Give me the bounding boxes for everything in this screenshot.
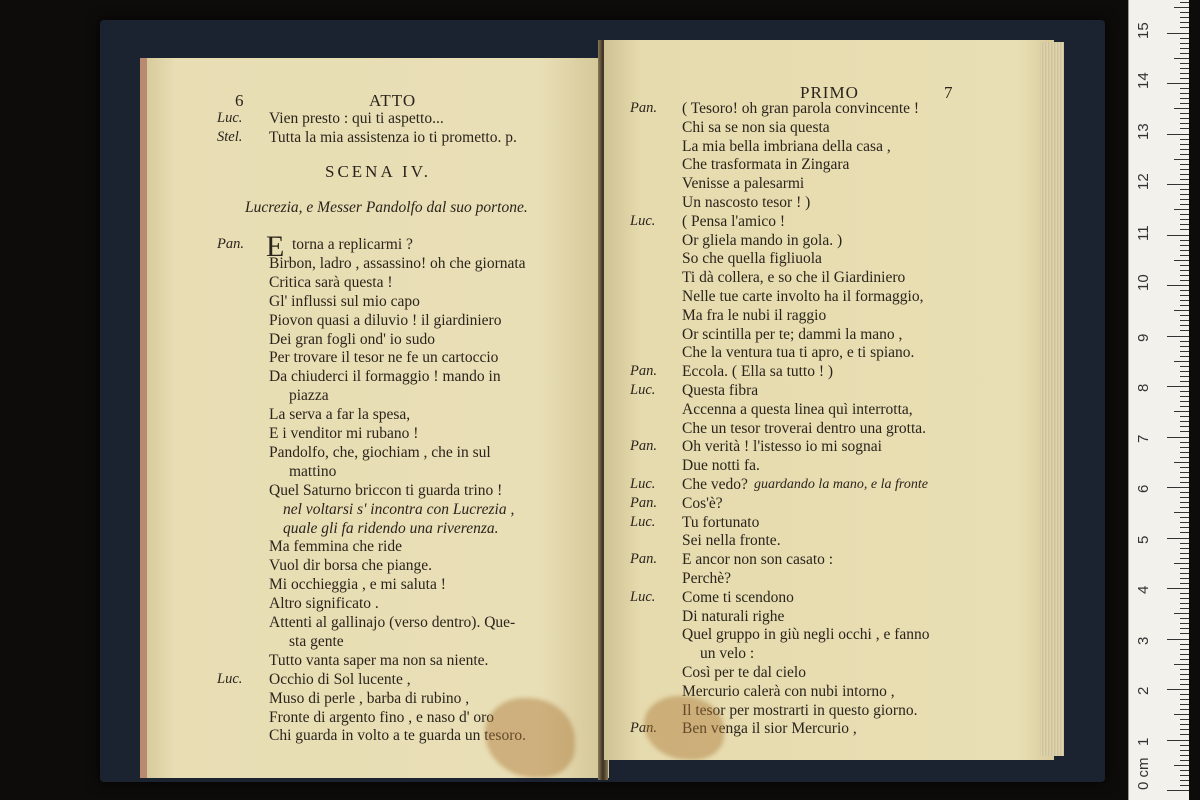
ruler-tick <box>1180 123 1189 124</box>
ruler-tick <box>1167 437 1189 438</box>
water-stain <box>644 696 724 760</box>
ruler-tick <box>1167 386 1189 387</box>
verse-line: Birbon, ladro , assassino! oh che giornata <box>269 254 526 272</box>
speaker-label: Luc. <box>630 476 656 492</box>
ruler-tick <box>1180 63 1189 64</box>
ruler-tick <box>1180 548 1189 549</box>
verse-line: Perchè? <box>682 570 732 587</box>
ruler-tick <box>1180 371 1189 372</box>
verse-line: Eccola. ( Ella sa tutto ! ) <box>682 363 834 381</box>
ruler-tick <box>1180 300 1189 301</box>
ruler-tick <box>1180 199 1189 200</box>
ruler-tick <box>1174 7 1189 8</box>
verse-line: Altro significato . <box>269 595 379 613</box>
ruler-tick <box>1167 285 1189 286</box>
ruler-tick <box>1167 235 1189 236</box>
verse-line: Che un tesor troverai dentro una grotta. <box>682 419 927 437</box>
ruler-tick <box>1180 644 1189 645</box>
ruler-tick <box>1180 709 1189 710</box>
verse-line: Quel gruppo in giù negli occhi , e fanno <box>682 626 930 644</box>
ruler-number: 13 <box>1135 122 1152 140</box>
verse-line: Come ti scendono <box>682 588 794 606</box>
verse-line: Quel Saturno briccon ti guarda trino ! <box>269 481 503 499</box>
ruler-tick <box>1174 310 1189 311</box>
ruler-tick <box>1180 255 1189 256</box>
ruler-number: 11 <box>1135 224 1152 241</box>
ruler-tick <box>1180 704 1189 705</box>
ruler-tick <box>1180 265 1189 266</box>
ruler-tick <box>1180 729 1189 730</box>
ruler-tick <box>1180 472 1189 473</box>
ruler-tick <box>1180 497 1189 498</box>
ruler-tick <box>1167 588 1189 589</box>
ruler-tick <box>1167 134 1189 135</box>
ruler-tick <box>1180 467 1189 468</box>
ruler-tick <box>1180 421 1189 422</box>
water-stain <box>485 698 575 778</box>
verse-line: Così per te dal cielo <box>682 664 806 681</box>
ruler-tick <box>1180 93 1189 94</box>
stage-direction: Lucrezia, e Messer Pandolfo dal suo portone. <box>245 199 528 216</box>
verse-line: Muso di perle , barba di rubino , <box>269 689 470 707</box>
ruler-tick <box>1180 88 1189 89</box>
ruler-tick <box>1180 527 1189 528</box>
ruler-tick <box>1174 58 1189 59</box>
ruler-tick <box>1180 452 1189 453</box>
ruler-tick <box>1180 426 1189 427</box>
ruler-tick <box>1180 27 1189 28</box>
speaker-label: Pan. <box>217 236 244 252</box>
stage-direction-inline: guardando la mano, e la fronte <box>754 477 928 492</box>
ruler-tick <box>1180 669 1189 670</box>
verse-line: Che trasformata in Zingara <box>682 156 850 174</box>
ruler-tick <box>1167 790 1189 791</box>
ruler-tick <box>1180 442 1189 443</box>
verse-line: Nelle tue carte involto ha il formaggio, <box>682 288 924 305</box>
ruler-tick <box>1180 53 1189 54</box>
ruler-tick <box>1180 270 1189 271</box>
measuring-ruler <box>1128 0 1189 800</box>
ruler-tick <box>1180 649 1189 650</box>
speaker-label: Luc. <box>630 382 656 398</box>
ruler-tick <box>1180 320 1189 321</box>
ruler-tick <box>1180 492 1189 493</box>
ruler-tick <box>1180 366 1189 367</box>
ruler-tick <box>1180 38 1189 39</box>
verse-line: Per trovare il tesor ne fe un cartoccio <box>269 349 499 367</box>
speaker-label: Luc. <box>630 588 656 605</box>
ruler-tick <box>1174 765 1189 766</box>
ruler-tick <box>1180 330 1189 331</box>
ruler-tick <box>1180 245 1189 246</box>
ruler-tick <box>1180 608 1189 609</box>
ruler-tick <box>1180 457 1189 458</box>
ruler-tick <box>1180 154 1189 155</box>
ruler-tick <box>1180 502 1189 503</box>
ruler-tick <box>1180 189 1189 190</box>
verse-line: Ti dà collera, e so che il Giardiniero <box>682 269 906 287</box>
verse-line: Chi sa se non sia questa <box>682 118 830 136</box>
ruler-tick <box>1180 699 1189 700</box>
verse-line: Che vedo? <box>682 476 748 493</box>
ruler-number: 7 <box>1135 434 1152 443</box>
ruler-tick <box>1180 447 1189 448</box>
ruler-tick <box>1180 628 1189 629</box>
speaker-label: Luc. <box>217 670 243 687</box>
ruler-tick <box>1180 477 1189 478</box>
verse-line: Accenna a questa linea quì interrotta, <box>682 400 913 418</box>
ruler-tick <box>1167 740 1189 741</box>
speaker-label: Pan. <box>630 720 657 737</box>
ruler-tick <box>1180 381 1189 382</box>
ruler-tick <box>1180 341 1189 342</box>
ruler-tick <box>1180 522 1189 523</box>
ruler-tick <box>1174 108 1189 109</box>
verse-line: un velo : <box>700 645 755 663</box>
ruler-tick <box>1180 694 1189 695</box>
ruler-tick <box>1180 214 1189 215</box>
ruler-tick <box>1180 73 1189 74</box>
ruler-tick <box>1180 224 1189 225</box>
ruler-tick <box>1180 755 1189 756</box>
ruler-tick <box>1167 83 1189 84</box>
left-page <box>140 58 609 778</box>
ruler-tick <box>1180 229 1189 230</box>
verse-line: So che quella figliuola <box>682 250 822 268</box>
ruler-tick <box>1180 194 1189 195</box>
ruler-number: 12 <box>1135 173 1152 190</box>
ruler-tick <box>1180 356 1189 357</box>
ruler-tick <box>1180 654 1189 655</box>
ruler-tick <box>1180 770 1189 771</box>
ruler-tick <box>1180 169 1189 170</box>
ruler-tick <box>1180 507 1189 508</box>
ruler-number: 6 <box>1135 484 1152 493</box>
verse-line: Dei gran fogli ond' io sudo <box>269 330 435 348</box>
verse-line: Oh verità ! l'istesso io mi sognai <box>682 438 882 456</box>
verse-line: Ma femmina che ride <box>269 538 402 556</box>
speaker-label: Pan. <box>630 494 657 511</box>
verse-line: Tutto vanta saper ma non sa niente. <box>269 651 489 669</box>
ruler-tick <box>1180 17 1189 18</box>
ruler-tick <box>1167 689 1189 690</box>
ruler-tick <box>1180 164 1189 165</box>
ruler-tick <box>1180 750 1189 751</box>
ruler-tick <box>1180 406 1189 407</box>
ruler-tick <box>1174 664 1189 665</box>
ruler-number: 2 <box>1135 686 1152 695</box>
ruler-tick <box>1180 290 1189 291</box>
ruler-tick <box>1180 78 1189 79</box>
ruler-tick <box>1180 325 1189 326</box>
ruler-tick <box>1180 679 1189 680</box>
ruler-tick <box>1180 68 1189 69</box>
verse-line: Da chiuderci il formaggio ! mando in <box>269 368 501 386</box>
verse-line: piazza <box>289 387 329 405</box>
ruler-number: 3 <box>1135 636 1152 645</box>
ruler-tick <box>1174 512 1189 513</box>
ruler-tick <box>1180 351 1189 352</box>
ruler-tick <box>1174 563 1189 564</box>
speaker-label: Pan. <box>630 100 657 116</box>
speaker-label: Luc. <box>630 513 656 530</box>
speaker-label: Pan. <box>630 438 657 455</box>
verse-line: La mia bella imbriana della casa , <box>682 137 891 155</box>
ruler-tick <box>1180 401 1189 402</box>
ruler-tick <box>1180 48 1189 49</box>
verse-line: ( Pensa l'amico ! <box>682 212 786 230</box>
verse-line: quale gli fa ridendo una riverenza. <box>283 519 499 537</box>
ruler-tick <box>1180 734 1189 735</box>
verse-line: mattino <box>289 462 337 480</box>
verse-line: ( Tesoro! oh gran parola convincente ! <box>682 100 920 117</box>
ruler-tick <box>1167 639 1189 640</box>
verse-line: La serva a far la spesa, <box>269 406 411 424</box>
verse-line: Ma fra le nubi il raggio <box>682 306 827 324</box>
ruler-tick <box>1180 573 1189 574</box>
ruler-tick <box>1180 684 1189 685</box>
verse-line: Tutta la mia assistenza io ti prometto. p. <box>269 129 517 146</box>
ruler-unit-label: 0 cm <box>1135 757 1152 790</box>
ruler-tick <box>1180 416 1189 417</box>
ruler-number: 14 <box>1135 72 1152 89</box>
ruler-tick <box>1174 361 1189 362</box>
ruler-tick <box>1180 250 1189 251</box>
ruler-tick <box>1180 315 1189 316</box>
ruler-tick <box>1174 209 1189 210</box>
speaker-label: Luc. <box>630 212 656 229</box>
ruler-tick <box>1180 280 1189 281</box>
ruler-tick <box>1180 745 1189 746</box>
verse-line: Fronte di argento fino , e naso d' oro <box>269 708 495 726</box>
verse-line: nel voltarsi s' incontra con Lucrezia , <box>283 500 515 518</box>
ruler-tick <box>1180 12 1189 13</box>
ruler-tick <box>1180 578 1189 579</box>
ruler-tick <box>1180 623 1189 624</box>
ruler-tick <box>1180 482 1189 483</box>
ruler-tick <box>1180 618 1189 619</box>
ruler-tick <box>1180 144 1189 145</box>
speaker-label: Pan. <box>630 551 657 568</box>
ruler-tick <box>1167 184 1189 185</box>
verse-line: Or gliela mando in gola. ) <box>682 231 843 249</box>
ruler-tick <box>1180 558 1189 559</box>
ruler-tick <box>1180 674 1189 675</box>
verse-line: torna a replicarmi ? <box>292 236 413 253</box>
ruler-tick <box>1180 149 1189 150</box>
running-head-right: PRIMO <box>800 83 859 102</box>
ruler-tick <box>1180 22 1189 23</box>
ruler-tick <box>1180 719 1189 720</box>
ruler-number: 4 <box>1135 585 1152 594</box>
ruler-tick <box>1180 785 1189 786</box>
ruler-tick <box>1180 633 1189 634</box>
ruler-tick <box>1180 603 1189 604</box>
verse-line: Tu fortunato <box>682 513 760 531</box>
verse-line: Cos'è? <box>682 494 723 512</box>
ruler-tick <box>1180 780 1189 781</box>
ruler-tick <box>1180 543 1189 544</box>
ruler-tick <box>1180 391 1189 392</box>
verse-line: Piovon quasi a diluvio ! il giardiniero <box>269 311 502 329</box>
verse-line: Mi occhieggia , e mi saluta ! <box>269 576 446 594</box>
ruler-number: 9 <box>1135 333 1152 342</box>
running-head-left: ATTO <box>369 91 417 110</box>
ruler-tick <box>1174 411 1189 412</box>
ruler-tick <box>1180 532 1189 533</box>
verse-line: Di naturali righe <box>682 607 785 625</box>
speaker-label: Stel. <box>217 129 243 145</box>
ruler-tick <box>1180 295 1189 296</box>
ruler-tick <box>1180 583 1189 584</box>
ruler-tick <box>1180 760 1189 761</box>
ruler-tick <box>1180 240 1189 241</box>
ruler-number: 10 <box>1135 274 1152 291</box>
ruler-tick <box>1180 128 1189 129</box>
verse-line: Or scintilla per te; dammi la mano , <box>682 325 903 343</box>
ruler-tick <box>1180 204 1189 205</box>
ruler-tick <box>1180 376 1189 377</box>
ruler-number: 8 <box>1135 383 1152 392</box>
verse-line: Il tesor per mostrarti in questo giorno. <box>682 701 918 719</box>
verse-line: Mercurio calerà con nubi intorno , <box>682 682 895 700</box>
ruler-tick <box>1180 346 1189 347</box>
page-edges <box>1040 42 1064 756</box>
verse-line: Ben venga il sior Mercurio , <box>682 720 857 738</box>
ruler-tick <box>1174 159 1189 160</box>
verse-line: E ancor non son casato : <box>682 551 834 569</box>
ruler-tick <box>1180 179 1189 180</box>
verse-line: Attenti al gallinajo (verso dentro). Que- <box>269 614 516 631</box>
ruler-tick <box>1180 598 1189 599</box>
ruler-tick <box>1180 553 1189 554</box>
ruler-tick <box>1180 593 1189 594</box>
verse-line: Sei nella fronte. <box>682 532 781 550</box>
verse-line: Chi guarda in volto a te guarda un tesoro. <box>269 727 526 745</box>
ruler-tick <box>1174 613 1189 614</box>
right-page <box>604 40 1054 760</box>
ruler-tick <box>1174 260 1189 261</box>
speaker-label: Pan. <box>630 363 657 380</box>
ruler-tick <box>1180 43 1189 44</box>
ruler-tick <box>1180 568 1189 569</box>
verse-line: Vuol dir borsa che piange. <box>269 557 433 575</box>
ruler-tick <box>1167 33 1189 34</box>
ruler-tick <box>1180 396 1189 397</box>
ruler-tick <box>1180 174 1189 175</box>
verse-line: Critica sarà questa ! <box>269 273 393 291</box>
verse-line: Vien presto : qui ti aspetto... <box>269 110 444 127</box>
ruler-tick <box>1174 714 1189 715</box>
page-number-right: 7 <box>944 83 954 102</box>
verse-line: Che la ventura tua ti apro, e ti spiano. <box>682 344 915 362</box>
ruler-number: 1 <box>1135 737 1152 746</box>
ruler-tick <box>1167 538 1189 539</box>
drop-cap: E <box>266 230 285 263</box>
ruler-tick <box>1180 113 1189 114</box>
ruler-tick <box>1180 775 1189 776</box>
ruler-tick <box>1180 305 1189 306</box>
ruler-tick <box>1180 118 1189 119</box>
ruler-number: 15 <box>1135 21 1152 39</box>
ruler-tick <box>1180 275 1189 276</box>
verse-line: sta gente <box>289 632 344 650</box>
verse-line: Pandolfo, che, giochiam , che in sul <box>269 443 491 461</box>
ruler-tick <box>1174 462 1189 463</box>
verse-line: Due notti fa. <box>682 457 760 475</box>
verse-line: Occhio di Sol lucente , <box>269 670 411 688</box>
ruler-tick <box>1180 98 1189 99</box>
ruler-tick <box>1180 103 1189 104</box>
ruler-tick <box>1180 659 1189 660</box>
page-number-left: 6 <box>235 91 245 110</box>
scene-title: SCENA IV. <box>325 162 432 181</box>
ruler-tick <box>1180 219 1189 220</box>
ruler-tick <box>1180 431 1189 432</box>
ruler-number: 5 <box>1135 535 1152 544</box>
verse-line: Questa fibra <box>682 382 759 399</box>
ruler-tick <box>1180 724 1189 725</box>
ruler-tick <box>1167 487 1189 488</box>
verse-line: Venisse a palesarmi <box>682 175 805 193</box>
ruler-tick <box>1180 517 1189 518</box>
verse-line: Gl' influssi sul mio capo <box>269 292 420 310</box>
ruler-tick <box>1180 139 1189 140</box>
verse-line: E i venditor mi rubano ! <box>269 425 419 442</box>
ruler-tick <box>1167 336 1189 337</box>
ruler-tick <box>1180 2 1189 3</box>
speaker-label: Luc. <box>217 110 243 126</box>
verse-line: Un nascosto tesor ! ) <box>682 194 811 211</box>
